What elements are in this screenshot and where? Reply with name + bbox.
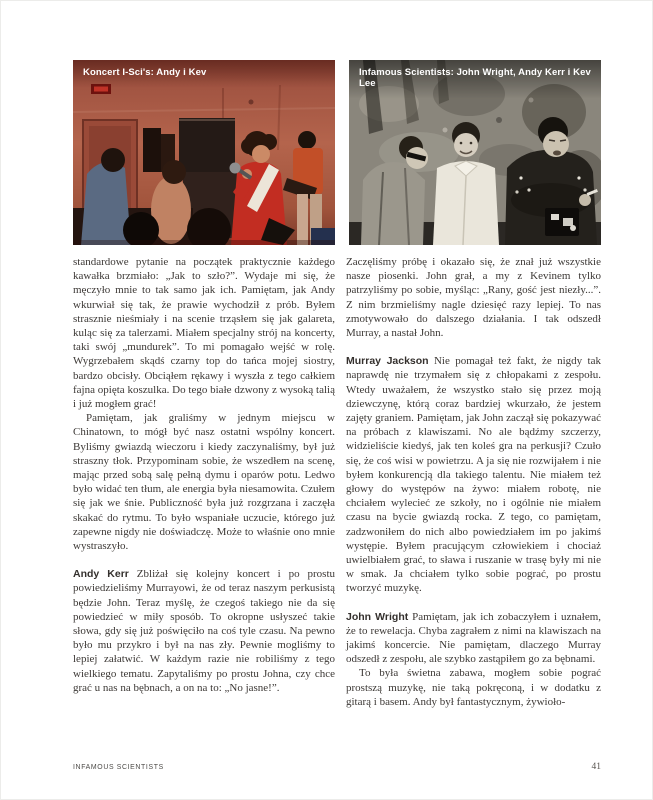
- text-column-left: [73, 255, 335, 709]
- page-number: 41: [591, 762, 601, 772]
- photo-band-portrait: [349, 60, 601, 245]
- guitarist-head: [298, 131, 316, 149]
- photo-concert: [73, 60, 335, 245]
- paragraph-text: Nie pomagał też fakt, że nigdy tak naprawdę nie trzymałem się z chłopakami z zespołu. Wtedy uważałem, że wszystko stało się przez moją dziewczynę, którą coraz bardziej wkurzało, że jestem zajęty graniem. Pamiętam, jak John zaczął się pokazywać na próbach z klawiszami. No ale bądźmy szczerzy, widzieliście kiedyś, jak ten koleś gra na perkusji? Czuło się, że coś wisi w powietrzu. A ja się nie rozwijałem i nie byłem konkurencją dla takiego talentu. Nie miałem też głowy do występów na żywo: miałem robotę, nie chciałem wylecieć ze szkoły, no i ogólnie nie miałem czasu na bycie gwiazdą rocka. Z tego, co pamiętam, zadzwoniłem do nich albo powiedziałem im po jakimś występie. Byłem pracującym człowiekiem i chociaż uwielbiałem grać, to sława i ruszanie w trasę były mi nie w smak. Ja chciałem tylko sobie pograć, po prostu tworzyć muzykę.: [346, 355, 601, 595]
- paragraph-text: To była świetna zabawa, mogłem sobie pograć prostszą muzykę, nie taką pokręconą, i w dodatku z gitarą i basem. Andy był fantastycznym, żywioło-: [346, 667, 601, 708]
- paragraph: [346, 666, 601, 709]
- speaker-name: Andy Kerr: [73, 568, 129, 581]
- speaker-name: Murray Jackson: [346, 355, 429, 368]
- paragraph-text: Zbliżał się kolejny koncert i po prostu powiedzieliśmy Murrayowi, że od teraz naszym perkusistą będzie John. Teraz myślę, że czegoś takiego nie da się powiedzieć w miły sposób. To okropne usłyszeć takie słowa, gdy się już poświęciło na coś tyle czasu. Na pewno było mu przykro i był na nas zły. Pewnie mogliśmy to lepiej załatwić. W każdym razie nie robiliśmy z tego wielkiego tematu. Zapytaliśmy po prostu Johna, czy chce grać u nas na bębnach, a on na to: „No jasne!”.: [73, 568, 336, 694]
- paragraph-text: Pamiętam, jak ich zobaczyłem i uznałem, że to rewelacja. Chyba zagrałem z nimi na klawiszach na jakimś koncercie. Nie pamiętam, dlaczego Murray odszedł z zespołu, ale szybko zastąpiłem go za bębnami.: [346, 610, 602, 666]
- denim-jacket: [361, 162, 425, 245]
- crowd-figure: [143, 128, 161, 172]
- amp-stack: [179, 118, 235, 172]
- hand: [579, 194, 591, 206]
- paragraph-continuation: [73, 255, 335, 411]
- singer-face: [252, 145, 270, 163]
- photo-row: [73, 60, 601, 245]
- paragraph-andy-kerr: [73, 567, 335, 695]
- paragraph-john-wright: [346, 610, 601, 667]
- photo-caption-right: Infamous Scientists: John Wright, Andy Kerr i Kev Lee: [349, 60, 601, 99]
- running-head: INFAMOUS SCIENTISTS: [73, 762, 164, 771]
- speaker-name: John Wright: [346, 610, 409, 623]
- paragraph-murray-jackson: [346, 354, 601, 595]
- paragraph: [73, 411, 335, 553]
- open-mouth: [553, 151, 561, 156]
- paragraph-text: standardowe pytanie na początek praktycznie każdego kawałka brzmiało: „Jak to szło?”. Wydaje mi się, że męczyło mnie to tak samo jak ich. Pamiętam, jak Andy wkurwiał się tak, że prawie wychodził z prób. Byłem strasznie nieśmiały i na scenie trząsłem się jak galareta, kuląc się za talerzami. Miałem specjalny strój na koncerty, taki swój „mundurek”. To mi pomagało wejść w rolę. Wygrzebałem skądś czarny top do tańca mojej siostry, bardzo obcisły. Obciąłem rękawy i wyszła z tego całkiem fajna opięta koszulka. Do tego białe dzwony z wysoką talią i już mogłem grać!: [73, 256, 335, 411]
- paragraph-text: Pamiętam, jak graliśmy w jednym miejscu w Chinatown, to mógł być nasz ostatni wspólny koncert. Byliśmy gwiazdą wieczoru i kiedy zaczynaliśmy, był już straszny tłok. Przypominam sobie, że wszedłem na scenę, mając przed sobą salę pełną dymu i oparów potu. Ledwo było widać ten tłum, ale energia była niesamowita. Czułem się jak we śnie. Publiczność była już rozgrzana i zaczęła skakać do rytmu. To było wspaniałe uczucie, którego już zapewne nigdy nie doświadczę. Może to właśnie ono mnie wystraszyło.: [73, 412, 335, 553]
- article-body: [73, 255, 601, 709]
- photo-caption-left: Koncert I-Sci's: Andy i Kev: [73, 60, 335, 88]
- text-column-right: [346, 255, 601, 709]
- tshirt-graphic: [545, 208, 579, 236]
- wall-mark: [249, 100, 254, 105]
- paragraph-text: Zaczęliśmy próbę i okazało się, że znał już wszystkie nasze piosenki. John grał, a my z Kevinem tylko patrzyliśmy po sobie, myśląc: „Rany, gość jest niezły...”. Z nim brzmieliśmy nagle dziesięć razy lepiej. To nas zmotywowało do dalszego działania. I tak odszedł Murray, a nastał John.: [346, 256, 601, 340]
- paragraph-continuation: [346, 255, 601, 340]
- page-footer: [73, 762, 601, 772]
